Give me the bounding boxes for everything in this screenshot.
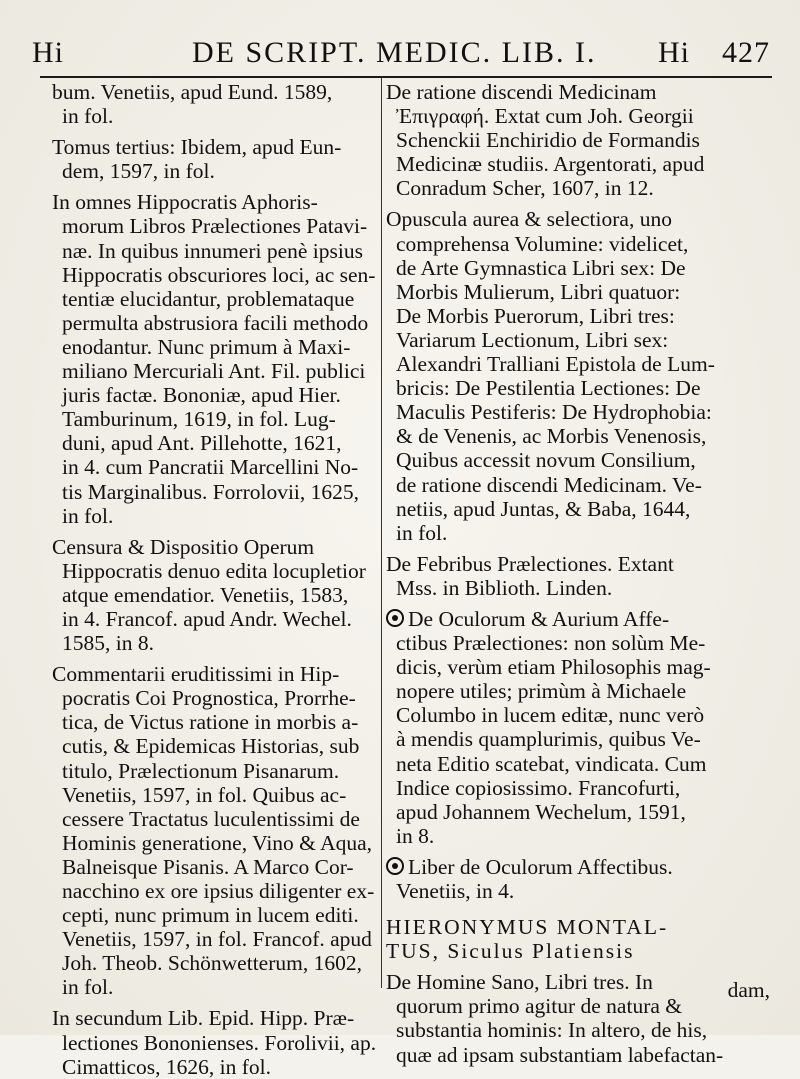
text-line [386,473,706,497]
text-line [52,975,378,999]
text-line [386,576,706,600]
line-text: in fol. [62,975,114,1000]
line-text: Hominis generatione, Vino & Aqua, [62,830,373,855]
line-text: Tamburinum, 1619, in fol. Lug- [62,407,336,432]
line-text: cessere Tractatus luculentissimi de [62,806,360,831]
line-text: Ἐπιγραφή. Extat cum Joh. Georgii [396,104,694,129]
text-line [52,535,378,559]
line-text: de ratione discendi Medicinam. Ve- [396,472,702,497]
line-text: miliano Mercuriali Ant. Fil. publici [62,359,366,384]
text-line [52,583,378,607]
text-line [386,607,706,631]
line-text: substantia hominis: In altero, de his, [396,1018,708,1043]
line-text: in fol. [396,520,448,545]
text-line [386,280,706,304]
page-number: 427 [722,36,770,69]
bibliography-entry [386,552,706,600]
catchword: dam, [727,978,770,1002]
text-line [52,927,378,951]
text-line [52,879,378,903]
text-line [52,263,378,287]
line-text: Columbo in lucem editæ, nunc verò [396,703,705,728]
text-line [52,287,378,311]
line-text: Joh. Theob. Schönwetterum, 1602, [62,951,362,976]
bibliography-entry [52,190,378,527]
circle-mark-icon [386,857,404,875]
text-line [386,679,706,703]
line-text: à mendis quamplurimis, quibus Ve- [396,727,701,752]
line-text: In secundum Lib. Epid. Hipp. Præ- [52,1006,355,1031]
text-line [386,939,706,963]
text-line [52,1006,378,1030]
bibliography-entry [386,606,711,848]
text-line [52,1031,378,1055]
text-line [386,800,706,824]
text-line [386,80,706,104]
text-line [52,214,378,238]
line-text: dem, 1597, in fol. [62,159,215,184]
text-line [386,497,706,521]
text-line [52,104,378,128]
left-column [52,80,378,1079]
bibliography-entry [52,535,378,655]
line-text: pocratis Coi Prognostica, Prorrhe- [62,686,356,711]
text-line [386,104,706,128]
text-line [386,915,706,939]
column-divider [381,78,382,988]
line-text: cutis, & Epidemicas Historias, sub [62,734,360,759]
text-line [52,480,378,504]
bibliography-entry [52,80,378,128]
line-text: in 4. cum Pancratii Marcellini No- [62,455,359,480]
line-text: in 4. Francof. apud Andr. Wechel. [62,606,352,631]
text-line [52,335,378,359]
line-text: bricis: De Pestilentia Lectiones: De [396,376,701,401]
line-text: in fol. [62,104,114,129]
text-line [52,407,378,431]
line-text: Mss. in Biblioth. Linden. [396,575,613,600]
line-text: enodantur. Nunc primum à Maxi- [62,334,351,359]
text-line [386,1018,706,1042]
text-line [52,631,378,655]
text-line [52,80,378,104]
line-text: Medicinæ studiis. Argentorati, apud [396,152,705,177]
text-line [386,752,706,776]
text-line [52,855,378,879]
text-line [386,328,706,352]
line-text: Indice copiosissimo. Francofurti, [396,775,681,800]
line-text: nacchino ex ore ipsius diligenter ex- [62,879,375,903]
text-line [52,831,378,855]
text-line [386,776,706,800]
running-header [32,36,770,76]
line-text: tis Marginalibus. Forrolovii, 1625, [62,479,360,504]
line-text: Quibus accessit novum Consilium, [396,448,696,473]
line-text: HIERONYMUS MONTAL- [386,915,669,940]
line-text: Tomus tertius: Ibidem, apud Eun- [52,135,342,160]
text-line [52,383,378,407]
text-line [52,311,378,335]
line-text: comprehensa Volumine: videlicet, [396,231,689,256]
text-line [52,710,378,734]
text-line [52,135,378,159]
header-right-index: Hi [658,36,690,69]
text-line [386,631,706,655]
text-line [386,376,706,400]
bibliography-entry [52,662,378,999]
bibliography-entry [386,855,706,903]
line-text: quæ ad ipsam substantiam labefactan- [396,1042,724,1067]
line-text: juris factæ. Bononiæ, apud Hier. [62,383,341,408]
text-line [386,1042,724,1067]
bibliography-entry [386,80,706,200]
text-line [386,128,706,152]
text-line [386,727,706,751]
line-text: Opuscula aurea & selectiora, uno [386,207,672,232]
line-text: atque emendatior. Venetiis, 1583, [62,582,349,607]
line-text: tica, de Victus ratione in morbis a- [62,710,359,735]
line-text: titulo, Prælectionum Pisanarum. [62,758,340,783]
text-line [386,448,706,472]
line-text: næ. In quibus innumeri penè ipsius [62,238,363,263]
line-text: permulta abstrusiora facili methodo [62,310,369,335]
line-text: nopere utiles; primùm à Michaele [396,679,687,704]
text-line [52,759,378,783]
right-column [386,80,724,1067]
line-text: Censura & Dispositio Operum [52,534,315,559]
line-text: tentiæ elucidantur, problemataque [62,286,355,311]
line-text: 1585, in 8. [62,631,154,656]
bibliography-entry [386,970,724,1067]
header-left-index: Hi [32,36,64,69]
author-heading [386,915,706,963]
line-text: ctibus Prælectiones: non solùm Me- [396,631,706,656]
line-text: In omnes Hippocratis Aphoris- [52,190,318,215]
text-line [52,359,378,383]
line-text: Maculis Pestiferis: De Hydrophobia: [396,400,712,425]
line-text: Variarum Lectionum, Libri sex: [396,327,669,352]
line-text: Schenckii Enchiridio de Formandis [396,128,700,153]
line-text: TUS, Siculus Platiensis [386,939,635,964]
text-line [386,152,706,176]
header-title: DE SCRIPT. MEDIC. LIB. I. [192,36,597,69]
text-line [386,655,711,680]
text-line [386,352,715,377]
text-line [386,176,706,200]
text-line [386,304,706,328]
line-text: De ratione discendi Medicinam [386,80,657,104]
text-line [52,504,378,528]
line-text: Hippocratis denuo edita locupletior [62,558,366,583]
line-text: De Morbis Puerorum, Libri tres: [396,303,675,328]
text-line [52,559,378,583]
line-text: cepti, nunc primum in lucem editi. [62,903,359,928]
line-text: neta Editio scatebat, vindicata. Cum [396,751,707,776]
circle-mark-icon [386,609,404,627]
text-line [52,159,378,183]
text-line [386,824,706,848]
line-text: & de Venenis, ac Morbis Venenosis, [396,424,707,449]
bibliography-entry [52,135,378,183]
line-text: De Homine Sano, Libri tres. In [386,970,653,995]
bibliography-entry [386,207,715,545]
text-line [52,903,378,927]
text-line [386,232,706,256]
line-text: in fol. [62,503,114,528]
line-text: bum. Venetiis, apud Eund. 1589, [52,80,333,104]
text-line [52,662,378,686]
text-line [386,970,706,994]
line-text: de Arte Gymnastica Libri sex: De [396,255,686,280]
line-text: Alexandri Tralliani Epistola de Lum- [396,352,715,377]
line-text: Balneisque Pisanis. A Marco Cor- [62,854,354,879]
line-text: netiis, apud Juntas, & Baba, 1644, [396,496,691,521]
text-line [386,855,706,879]
line-text: Commentarii eruditissimi in Hip- [52,662,340,687]
text-line [386,552,706,576]
line-text: duni, apud Ant. Pillehotte, 1621, [62,431,342,456]
text-line [386,256,706,280]
text-line [52,607,378,631]
text-line [52,734,378,758]
line-text: morum Libros Prælectiones Patavi- [62,214,368,239]
text-line [52,686,378,710]
line-text: Venetiis, 1597, in fol. Quibus ac- [62,782,347,807]
text-line [52,951,378,975]
text-line [386,207,706,231]
text-line [52,455,378,479]
line-text: Hippocratis obscuriores loci, ac sen- [62,262,376,287]
text-line [52,190,378,214]
header-rule [40,76,772,78]
bibliography-entry [52,1006,378,1078]
line-text: in 8. [396,823,435,848]
text-line [386,879,706,903]
line-text: apud Johannem Wechelum, 1591, [396,799,686,824]
line-text: Cimatticos, 1626, in fol. [62,1054,272,1079]
text-line [386,424,706,448]
line-text: Liber de Oculorum Affectibus. [408,854,673,879]
line-text: Morbis Mulierum, Libri quatuor: [396,279,681,304]
line-text: dicis, verùm etiam Philosophis mag- [396,655,711,680]
text-line [386,400,712,425]
line-text: Conradum Scher, 1607, in 12. [396,176,654,201]
line-text: quorum primo agitur de natura & [396,994,682,1019]
line-text: lectiones Bononienses. Forolivii, ap. [62,1030,377,1055]
text-line [386,521,706,545]
text-line [52,807,378,831]
text-line [52,431,378,455]
line-text: De Oculorum & Aurium Affe- [408,606,670,631]
text-line [52,1055,378,1079]
text-line [386,703,706,727]
line-text: Venetiis, in 4. [396,879,515,903]
text-line [386,994,706,1018]
text-line [52,239,378,263]
line-text: De Febribus Prælectiones. Extant [386,551,674,576]
line-text: Venetiis, 1597, in fol. Francof. apud [62,927,372,952]
text-line [52,783,378,807]
